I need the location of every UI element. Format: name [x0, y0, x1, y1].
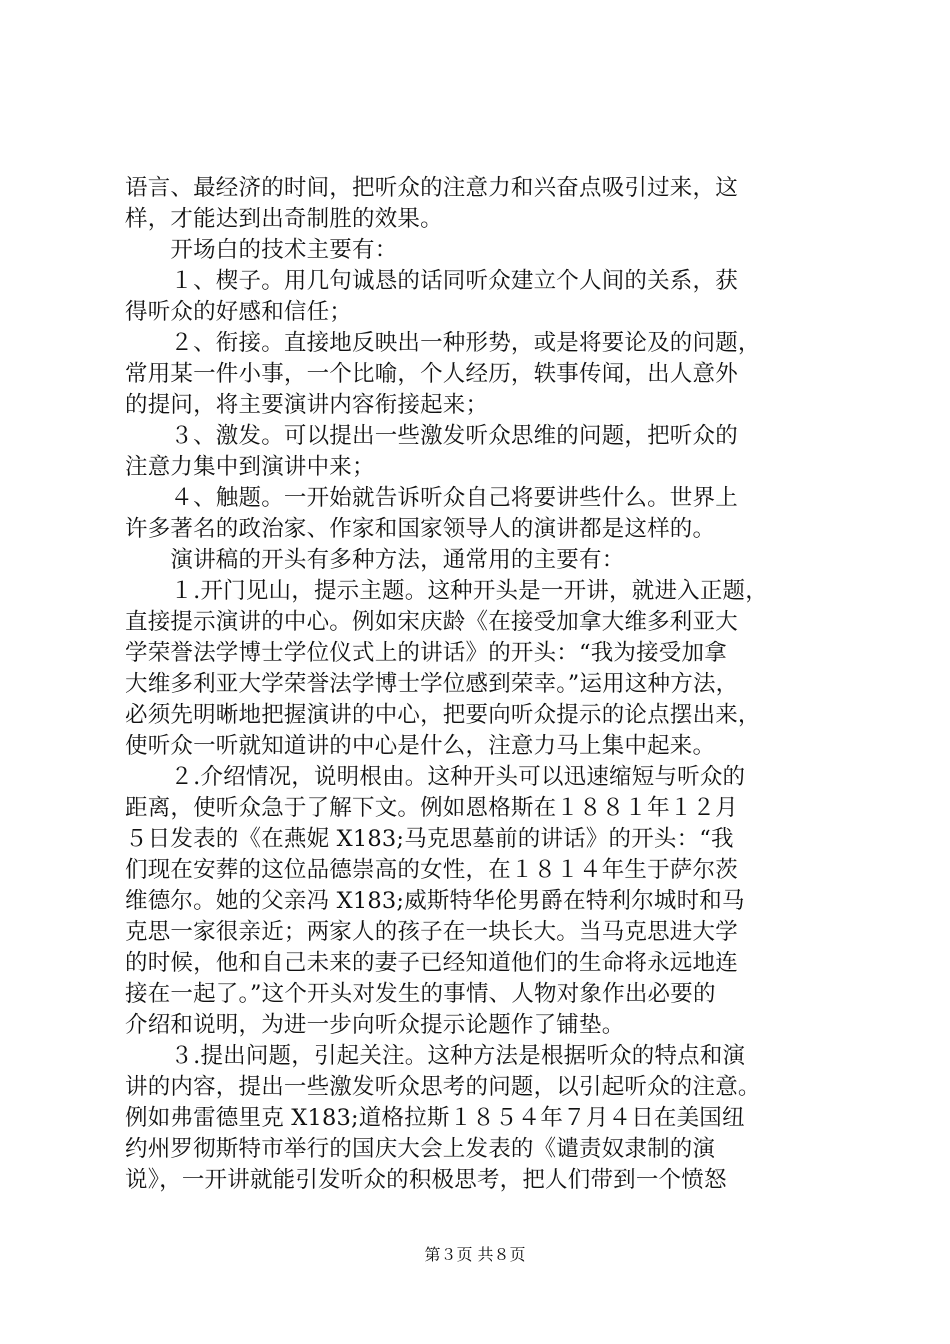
text-line: 学荣誉法学博士学位仪式上的讲话》的开头：“我为接受加拿 — [125, 640, 727, 666]
text-line: 语言、最经济的时间，把听众的注意力和兴奋点吸引过来，这 — [125, 175, 738, 201]
text-line: ５日发表的《在燕妮 X183;马克思墓前的讲话》的开头：“我 — [125, 826, 734, 852]
text-line: １、楔子。用几句诚恳的话同听众建立个人间的关系，获 — [125, 268, 738, 294]
text-line: 样，才能达到出奇制胜的效果。 — [125, 206, 443, 232]
text-line: 的时候，他和自己未来的妻子已经知道他们的生命将永远地连 — [125, 950, 738, 976]
text-line: 约州罗彻斯特市举行的国庆大会上发表的《谴责奴隶制的演 — [125, 1136, 716, 1162]
text-line: １.开门见山，提示主题。这种开头是一开讲，就进入正题， — [125, 578, 768, 604]
text-line: 说》，一开讲就能引发听众的积极思考，把人们带到一个愤怒 — [125, 1167, 727, 1193]
text-line: 常用某一件小事，一个比喻，个人经历，轶事传闻，出人意外 — [125, 361, 738, 387]
text-line: 接在一起了。”这个开头对发生的事情、人物对象作出必要的 — [125, 981, 716, 1007]
text-line: 们现在安葬的这位品德崇高的女性，在１８１４年生于萨尔茨 — [125, 857, 738, 883]
text-line: ２.介绍情况，说明根由。这种开头可以迅速缩短与听众的 — [125, 764, 746, 790]
text-line: 直接提示演讲的中心。例如宋庆龄《在接受加拿大维多利亚大 — [125, 609, 738, 635]
text-line: 克思一家很亲近；两家人的孩子在一块长大。当马克思进大学 — [125, 919, 738, 945]
text-line: 大维多利亚大学荣誉法学博士学位感到荣幸。”运用这种方法， — [125, 671, 739, 697]
text-line: 许多著名的政治家、作家和国家领导人的演讲都是这样的。 — [125, 516, 716, 542]
text-line: 维德尔。她的父亲冯 X183;威斯特华伦男爵在特利尔城时和马 — [125, 888, 745, 914]
body-text — [125, 173, 830, 1196]
text-line: 开场白的技术主要有： — [125, 237, 398, 263]
text-line: ３.提出问题，引起关注。这种方法是根据听众的特点和演 — [125, 1043, 746, 1069]
text-line: 介绍和说明，为进一步向听众提示论题作了铺垫。 — [125, 1012, 625, 1038]
text-line: 讲的内容，提出一些激发听众思考的问题，以引起听众的注意。 — [125, 1074, 761, 1100]
text-line: 得听众的好感和信任； — [125, 299, 353, 325]
text-line: ４、触题。一开始就告诉听众自己将要讲些什么。世界上 — [125, 485, 738, 511]
text-line: 演讲稿的开头有多种方法，通常用的主要有： — [125, 547, 625, 573]
text-line: ３、激发。可以提出一些激发听众思维的问题，把听众的 — [125, 423, 738, 449]
text-line: 注意力集中到演讲中来； — [125, 454, 375, 480]
text-line: 的提问，将主要演讲内容衔接起来； — [125, 392, 489, 418]
text-line: ２、衔接。直接地反映出一种形势，或是将要论及的问题， — [125, 330, 761, 356]
text-line: 例如弗雷德里克 X183;道格拉斯１８５４年７月４日在美国纽 — [125, 1105, 745, 1131]
text-line: 使听众一听就知道讲的中心是什么，注意力马上集中起来。 — [125, 733, 716, 759]
text-line: 距离，使听众急于了解下文。例如恩格斯在１８８１年１２月 — [125, 795, 738, 821]
page-number-footer: 第３页 共８页 — [424, 1245, 526, 1264]
text-line: 必须先明晰地把握演讲的中心，把要向听众提示的论点摆出来， — [125, 702, 761, 728]
